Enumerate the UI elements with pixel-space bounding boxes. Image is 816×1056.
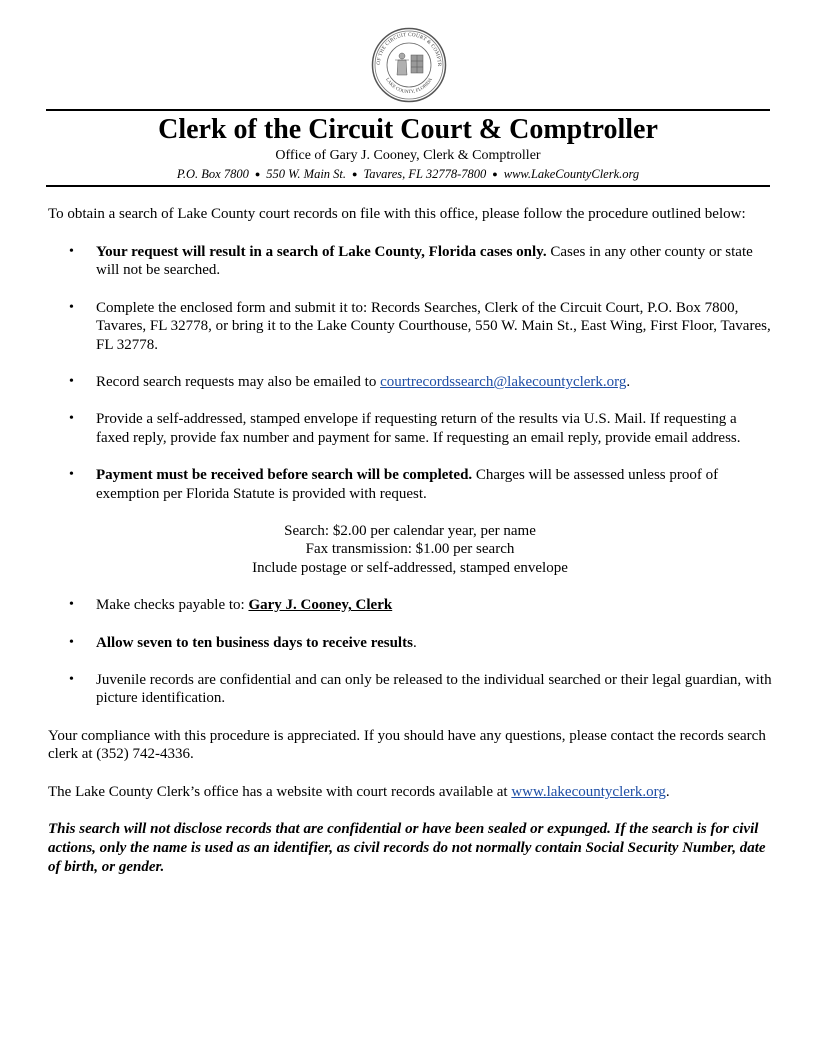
address-street: 550 W. Main St. [266, 167, 347, 181]
bullet-icon: • [69, 299, 74, 315]
website-after: . [665, 783, 670, 800]
list-item-scope [48, 243, 772, 280]
fee-schedule [48, 522, 772, 578]
bullet-icon: • [69, 467, 74, 483]
bullet-icon: • [69, 671, 74, 687]
compliance-paragraph: Your compliance with this procedure is appreciated. If you should have any questions, please contact the records search clerk at (352) 742-4336. [48, 727, 766, 763]
website-text: The Lake County Clerk’s office has a website with court records available at [48, 783, 512, 800]
page-title: Clerk of the Circuit Court & Comptroller [158, 114, 658, 145]
intro-paragraph: To obtain a search of Lake County court records on file with this office, please follow the procedure outlined below: [48, 206, 746, 222]
bullet-separator-icon: ● [492, 169, 498, 179]
turnaround-bold-text: Allow seven to ten business days to receive results [96, 634, 413, 651]
disclaimer-paragraph: This search will not disclose records that are confidential or have been sealed or expunged. If the search is for civil actions, only the name is used as an identifier, as civil records do not normally contain Social Security Number, date of birth, or gender. [48, 821, 766, 875]
bullet-icon: • [69, 597, 74, 613]
turnaround-after: . [412, 634, 417, 651]
list-item-juvenile [48, 671, 772, 708]
checks-payee: Gary J. Cooney, Clerk [248, 597, 393, 614]
submit-text: Complete the enclosed form and submit it to: Records Searches, Clerk of the Circuit Court, P.O. Box 7800, Tavares, FL 32778, or bring it to the Lake County Courthouse, 550 W. Main St., East Wing, First Floor, Tavares, FL 32778. [96, 299, 771, 354]
list-item-checks [48, 596, 772, 615]
bullet-icon: • [69, 243, 74, 259]
bullet-icon: • [69, 634, 74, 650]
envelope-text: Provide a self-addressed, stamped envelope if requesting return of the results via U.S. Mail. If requesting a faxed reply, provide fax number and payment for same. If requesting an email reply, provide email address. [96, 411, 741, 447]
list-item-turnaround [48, 634, 772, 653]
procedure-list-continued [48, 596, 772, 708]
office-subtitle: Office of Gary J. Cooney, Clerk & Comptroller [275, 148, 541, 163]
scope-text: Cases in any other county or state will not be searched. [96, 243, 753, 279]
juvenile-text: Juvenile records are confidential and can only be released to the individual searched or their legal guardian, with picture identification. [96, 671, 772, 707]
bullet-separator-icon: ● [352, 169, 358, 179]
seal-bottom-text: LAKE COUNTY, FLORIDA [384, 77, 434, 96]
bullet-separator-icon: ● [254, 169, 261, 179]
list-item-envelope [48, 410, 772, 447]
office-address-line [0, 166, 816, 182]
scope-bold-text: Your request will result in a search of Lake County, Florida cases only. [96, 243, 547, 260]
list-item-email [48, 373, 772, 392]
document-body [48, 205, 772, 876]
county-clerk-seal [371, 27, 447, 103]
address-website: www.LakeCountyClerk.org [503, 167, 640, 181]
email-after: . [626, 374, 631, 391]
address-po-box: P.O. Box 7800 [176, 167, 249, 181]
email-text: Record search requests may also be emailed to [96, 374, 381, 391]
header-bottom-rule [46, 185, 770, 187]
fee-fax: Fax transmission: $1.00 per search [305, 541, 515, 558]
address-city: Tavares, FL 32778-7800 [363, 167, 487, 181]
website-link[interactable]: www.lakecountyclerk.org [511, 783, 666, 800]
list-item-payment [48, 466, 772, 503]
header-top-rule [46, 109, 770, 111]
list-item-submit [48, 299, 772, 355]
fee-postage: Include postage or self-addressed, stamped envelope [252, 560, 568, 577]
payment-bold-text: Payment must be received before search will be completed. [96, 467, 473, 484]
bullet-icon: • [69, 374, 74, 390]
payment-text: Charges will be assessed unless proof of exemption per Florida Statute is provided with request. [96, 467, 719, 503]
bullet-icon: • [69, 411, 74, 427]
email-link[interactable]: courtrecordssearch@lakecountyclerk.org [380, 374, 627, 391]
procedure-list [48, 243, 772, 504]
website-paragraph [48, 783, 772, 802]
fee-search: Search: $2.00 per calendar year, per name [284, 522, 536, 539]
checks-text: Make checks payable to: [96, 597, 249, 614]
seal-ring-text: OF THE CIRCUIT COURT & COMPTR [375, 31, 443, 67]
